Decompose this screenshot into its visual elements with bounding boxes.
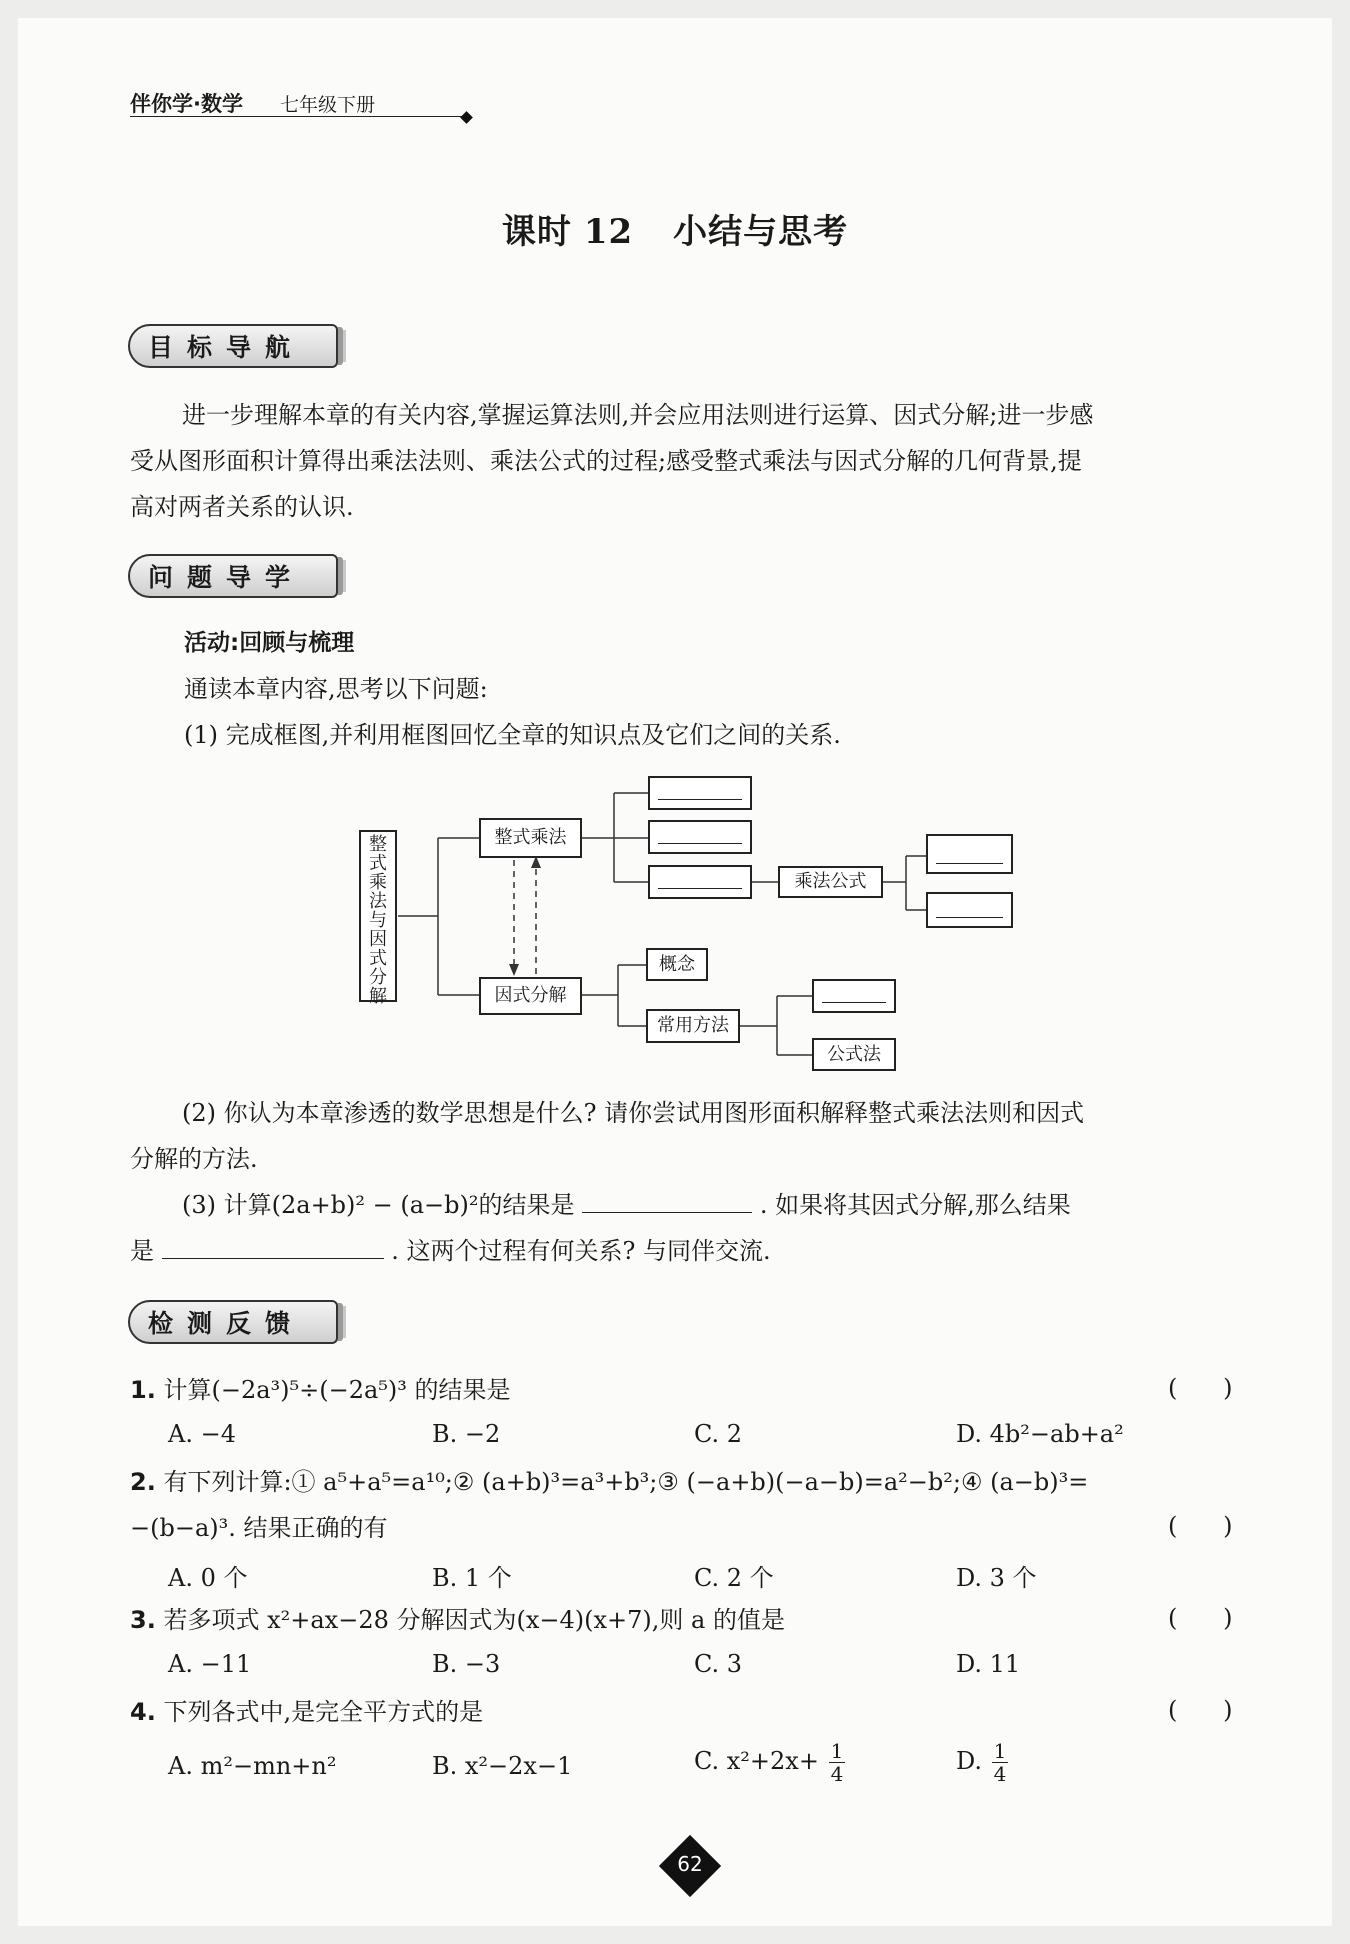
diagram-blank-box[interactable] (648, 820, 752, 854)
section-tab-guide: 问题导学 (128, 554, 338, 598)
page-title (0, 204, 1350, 253)
root-char: 法 (369, 891, 387, 912)
diagram-blank-box[interactable] (812, 979, 896, 1013)
mc-question-4 (130, 1696, 483, 1728)
diagram-box-factorization: 因式分解 (479, 977, 582, 1015)
diagram-blank-box[interactable] (926, 892, 1013, 928)
lesson-name: 小结与思考 (673, 212, 849, 252)
answer-paren[interactable]: ( ) (1168, 1604, 1233, 1632)
question-number: 4. (130, 1698, 156, 1726)
question-3-text: . 如果将其因式分解,那么结果 (759, 1191, 1071, 1219)
lesson-number: 12 (583, 212, 634, 252)
goals-line: 进一步理解本章的有关内容,掌握运算法则,并会应用法则进行运算、因式分解;进一步感 (182, 401, 1094, 429)
root-char: 乘 (369, 872, 387, 893)
grade-label: 七年级下册 (280, 94, 376, 116)
question-text: 计算(−2a³)⁵÷(−2a⁵)³ 的结果是 (163, 1376, 511, 1404)
question-3-text: (3) 计算(2a+b)² − (a−b)²的结果是 (182, 1191, 575, 1219)
option-d[interactable]: D. 4b²−ab+a² (956, 1420, 1124, 1448)
root-char: 因 (369, 929, 387, 950)
root-char: 与 (369, 910, 387, 931)
option-b[interactable]: B. x²−2x−1 (432, 1752, 573, 1780)
answer-paren[interactable]: ( ) (1168, 1696, 1233, 1724)
root-char: 式 (369, 948, 387, 969)
series-name: 伴你学·数学 (130, 92, 243, 116)
mc-question-2 (130, 1466, 1088, 1498)
option-b[interactable]: B. 1 个 (432, 1564, 512, 1592)
goals-line: 高对两者关系的认识. (130, 493, 354, 521)
option-a[interactable]: A. m²−mn+n² (168, 1752, 337, 1780)
question-number: 3. (130, 1606, 156, 1634)
question-2-prompt (130, 1090, 1250, 1182)
option-c[interactable] (694, 1740, 847, 1785)
answer-blank[interactable] (162, 1232, 384, 1259)
diagram-blank-box[interactable] (926, 834, 1013, 874)
option-a[interactable]: A. 0 个 (168, 1564, 248, 1592)
fraction-quarter: $\frac{1}{4}$ (993, 1739, 1007, 1786)
root-char: 分 (369, 967, 387, 988)
question-3-prompt (130, 1182, 1250, 1274)
diagram-root-box (359, 830, 397, 1007)
option-b[interactable]: B. −3 (432, 1650, 501, 1678)
running-header (130, 88, 465, 117)
goals-paragraph (130, 392, 1250, 530)
fraction-quarter: $\frac{1}{4}$ (830, 1739, 844, 1786)
option-d[interactable] (956, 1740, 1010, 1785)
activity-intro: 通读本章内容,思考以下问题: (184, 675, 488, 703)
question-3-text: . 这两个过程有何关系? 与同伴交流. (391, 1237, 771, 1265)
option-c[interactable]: C. 3 (694, 1650, 743, 1678)
page-number: 62 (677, 1852, 703, 1876)
answer-paren[interactable]: ( ) (1168, 1374, 1233, 1402)
option-a[interactable]: A. −11 (168, 1650, 252, 1678)
question-1-prompt: (1) 完成框图,并利用框图回忆全章的知识点及它们之间的关系. (184, 721, 841, 749)
question-text: 若多项式 x²+ax−28 分解因式为(x−4)(x+7),则 a 的值是 (163, 1606, 785, 1634)
diagram-box-common-methods: 常用方法 (646, 1009, 740, 1043)
diagram-blank-box[interactable] (648, 865, 752, 899)
question-2-line: 分解的方法. (130, 1145, 258, 1173)
answer-blank[interactable] (582, 1186, 752, 1213)
diagram-box-concept: 概念 (646, 948, 708, 981)
question-2-line: (2) 你认为本章渗透的数学思想是什么? 请你尝试用图形面积解释整式乘法法则和因式 (182, 1099, 1085, 1127)
option-c[interactable]: C. 2 (694, 1420, 743, 1448)
question-text: 下列各式中,是完全平方式的是 (163, 1698, 484, 1726)
option-d[interactable]: D. 11 (956, 1650, 1021, 1678)
activity-title: 活动:回顾与梳理 (184, 630, 355, 656)
answer-paren[interactable]: ( ) (1168, 1512, 1233, 1540)
section-tab-goals: 目标导航 (128, 324, 338, 368)
root-char: 解 (369, 986, 387, 1007)
question-text: 有下列计算:① a⁵+a⁵=a¹⁰;② (a+b)³=a³+b³;③ (−a+b)(−a−b)=a²−b²;④ (a−b)³= (163, 1468, 1089, 1496)
question-number: 2. (130, 1468, 156, 1496)
diagram-box-formula: 乘法公式 (778, 866, 883, 898)
goals-line: 受从图形面积计算得出乘法法则、乘法公式的过程;感受整式乘法与因式分解的几何背景,提 (130, 447, 1082, 475)
mc-question-1 (130, 1374, 511, 1406)
option-a[interactable]: A. −4 (168, 1420, 236, 1448)
root-char: 式 (369, 853, 387, 874)
section-tab-check: 检测反馈 (128, 1300, 338, 1344)
diagram-blank-box[interactable] (648, 776, 752, 810)
option-d[interactable]: D. 3 个 (956, 1564, 1037, 1592)
root-char: 整 (369, 834, 387, 855)
option-d-text: b²−ab+a² (1004, 1420, 1124, 1448)
lesson-label: 课时 (501, 212, 572, 252)
question-text-cont: −(b−a)³. 结果正确的有 (130, 1514, 388, 1542)
question-3-text: 是 (130, 1237, 154, 1265)
option-c-text: C. x²+2x+ (694, 1747, 819, 1775)
mc-question-3 (130, 1604, 785, 1636)
option-d-label: D. (956, 1747, 983, 1775)
diagram-box-multiplication: 整式乘法 (479, 818, 582, 858)
option-c[interactable]: C. 2 个 (694, 1564, 774, 1592)
option-b[interactable]: B. −2 (432, 1420, 501, 1448)
question-number: 1. (130, 1376, 156, 1404)
diagram-box-formula-method: 公式法 (812, 1038, 896, 1071)
